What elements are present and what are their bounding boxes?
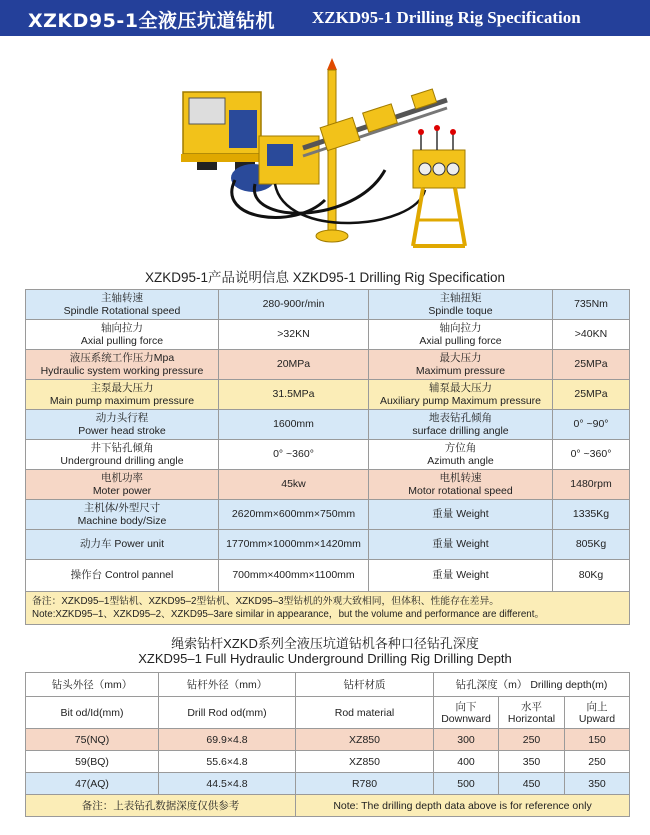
depth-horizontal: 250 [499, 729, 565, 751]
spec-label-left [26, 530, 219, 560]
spec-value-right: 805Kg [553, 530, 630, 560]
spec-label-right-cn: 电机转速 [439, 471, 482, 484]
spec-label-left-en: Main pump maximum pressure [49, 394, 195, 407]
depth-rod: 44.5×4.8 [159, 773, 296, 795]
header-banner [0, 0, 650, 36]
spec-label-left-en: Axial pulling force [80, 334, 164, 347]
spec-label-right [369, 380, 553, 410]
spec-label-left [26, 410, 219, 440]
spec-table [25, 289, 630, 625]
depth-downward: 400 [434, 751, 499, 773]
depth-note-en: Note: The drilling depth data above is for reference only [296, 795, 630, 817]
spec-label-left-cn: 主泵最大压力 [90, 381, 154, 394]
title-en: XZKD95-1 Drilling Rig Specification [312, 8, 581, 27]
spec-label-right-cn: 重量 Weight [432, 569, 489, 581]
spec-value-left: 2620mm×600mm×750mm [219, 500, 369, 530]
spec-row [26, 530, 630, 560]
depth-upward: 250 [565, 751, 630, 773]
spec-label-left-en: Power head stroke [78, 424, 166, 437]
depth-row [26, 729, 630, 751]
spec-value-right: >40KN [553, 320, 630, 350]
spec-title: XZKD95-1产品说明信息 XZKD95-1 Drilling Rig Specification [144, 270, 506, 285]
spec-label-right-cn: 重量 Weight [432, 508, 489, 520]
spec-label-left [26, 290, 219, 320]
spec-value-left: 0° ~360° [219, 440, 369, 470]
depth-title-en: XZKD95–1 Full Hydraulic Underground Drilling Rig Drilling Depth [138, 651, 512, 666]
spec-label-left [26, 440, 219, 470]
spec-label-left-cn: 井下钻孔倾角 [90, 441, 154, 454]
spec-label-right [369, 290, 553, 320]
spec-label-right-cn: 最大压力 [439, 351, 482, 364]
header-material-cn: 钻杆材质 [296, 673, 434, 697]
depth-downward: 500 [434, 773, 499, 795]
spec-value-right: 1480rpm [553, 470, 630, 500]
depth-rod: 69.9×4.8 [159, 729, 296, 751]
depth-material: XZ850 [296, 729, 434, 751]
spec-row [26, 350, 630, 380]
spec-value-right: 25MPa [553, 380, 630, 410]
spec-label-left [26, 560, 219, 592]
depth-table [25, 672, 630, 817]
spec-row [26, 410, 630, 440]
depth-bit: 59(BQ) [26, 751, 159, 773]
depth-upward: 150 [565, 729, 630, 751]
spec-value-left: >32KN [219, 320, 369, 350]
depth-material: XZ850 [296, 751, 434, 773]
depth-row [26, 773, 630, 795]
depth-horizontal: 350 [499, 751, 565, 773]
spec-value-right: 0° ~90° [553, 410, 630, 440]
spec-label-left-cn: 轴向拉力 [101, 321, 143, 334]
spec-label-left-en: Underground drilling angle [60, 454, 184, 467]
spec-label-left-en: Spindle Rotational speed [63, 304, 181, 317]
spec-label-left-cn: 电机功率 [101, 471, 143, 484]
spec-label-left [26, 500, 219, 530]
header-bit-cn: 钻头外径（mm） [26, 673, 159, 697]
spec-label-right [369, 560, 553, 592]
spec-value-left: 1770mm×1000mm×1420mm [219, 530, 369, 560]
spec-value-right: 0° ~360° [553, 440, 630, 470]
spec-label-right-en: Maximum pressure [415, 364, 506, 377]
spec-label-right [369, 500, 553, 530]
spec-label-right-en: Axial pulling force [419, 334, 502, 347]
drilling-rig-photo [175, 50, 475, 255]
depth-downward: 300 [434, 729, 499, 751]
depth-title-cn: 绳索钻杆XZKD系列全液压坑道钻机各种口径钻孔深度 [171, 636, 479, 651]
depth-material: R780 [296, 773, 434, 795]
spec-value-left: 280-900r/min [219, 290, 369, 320]
spec-label-right-cn: 地表钻孔倾角 [429, 411, 492, 424]
spec-label-right-en: Spindle toque [428, 304, 493, 317]
spec-row [26, 560, 630, 592]
spec-label-right-en: Auxiliary pump Maximum pressure [379, 394, 542, 407]
spec-label-right [369, 410, 553, 440]
spec-label-right-cn: 轴向拉力 [439, 321, 482, 334]
spec-row [26, 470, 630, 500]
spec-row [26, 500, 630, 530]
spec-label-right-cn: 主轴扭矩 [439, 291, 482, 304]
depth-upward: 350 [565, 773, 630, 795]
header-material-en: Rod material [296, 697, 434, 729]
header-rod-en: Drill Rod od(mm) [159, 697, 296, 729]
depth-bit: 47(AQ) [26, 773, 159, 795]
spec-label-left-en: Machine body/Size [77, 514, 167, 527]
spec-value-left: 31.5MPa [219, 380, 369, 410]
spec-label-right [369, 440, 553, 470]
spec-value-right: 1335Kg [553, 500, 630, 530]
spec-label-right [369, 530, 553, 560]
depth-horizontal: 450 [499, 773, 565, 795]
spec-label-left [26, 350, 219, 380]
spec-label-left-cn: 动力车 Power unit [79, 538, 165, 550]
spec-value-left: 1600mm [219, 410, 369, 440]
spec-value-right: 80Kg [553, 560, 630, 592]
spec-value-right: 735Nm [553, 290, 630, 320]
spec-row [26, 320, 630, 350]
spec-value-left: 20MPa [219, 350, 369, 380]
title-cn: XZKD95-1全液压坑道钻机 [28, 10, 275, 32]
spec-label-right-en: surface drilling angle [412, 424, 509, 437]
spec-label-right-cn: 方位角 [444, 441, 477, 454]
spec-label-right [369, 350, 553, 380]
spec-value-left: 45kw [219, 470, 369, 500]
depth-row [26, 751, 630, 773]
spec-row [26, 440, 630, 470]
spec-label-left-en: Moter power [92, 484, 152, 497]
spec-value-left: 700mm×400mm×1100mm [219, 560, 369, 592]
depth-bit: 75(NQ) [26, 729, 159, 751]
spec-label-right-cn: 重量 Weight [432, 538, 489, 550]
spec-label-right-cn: 辅泵最大压力 [429, 381, 492, 394]
header-rod-cn: 钻杆外径（mm） [159, 673, 296, 697]
spec-row [26, 380, 630, 410]
depth-title [0, 636, 650, 666]
spec-label-left [26, 320, 219, 350]
spec-label-right-en: Motor rotational speed [408, 484, 513, 497]
spec-label-left-cn: 操作台 Control pannel [70, 569, 174, 581]
header-depth: 钻孔深度（m） Drilling depth(m) [434, 673, 630, 697]
spec-label-left-cn: 主轴转速 [101, 291, 143, 304]
spec-label-left-cn: 液压系统工作压力Mpa [69, 351, 175, 364]
spec-note [26, 592, 630, 625]
spec-label-right-en: Azimuth angle [427, 454, 494, 467]
spec-label-left-cn: 动力头行程 [95, 411, 149, 424]
header-downward: 向下 Downward [434, 697, 499, 729]
spec-label-left-en: Hydraulic system working pressure [40, 364, 204, 377]
spec-label-right [369, 320, 553, 350]
spec-note-en: Note:XZKD95–1、XZKD95–2、XZKD95–3are similar in appearance，but the volume and performance are different。 [32, 609, 545, 620]
spec-value-right: 25MPa [553, 350, 630, 380]
depth-note-cn: 备注：上表钻孔数据深度仅供参考 [26, 795, 296, 817]
header-horizontal: 水平 Horizontal [499, 697, 565, 729]
header-upward: 向上 Upward [565, 697, 630, 729]
spec-label-left [26, 470, 219, 500]
header-bit-en: Bit od/Id(mm) [26, 697, 159, 729]
spec-label-right [369, 470, 553, 500]
spec-label-left [26, 380, 219, 410]
depth-rod: 55.6×4.8 [159, 751, 296, 773]
spec-note-cn: 备注：XZKD95–1型钻机、XZKD95–2型钻机、XZKD95–3型钻机的外观大致相同，但体积、性能存在差异。 [32, 596, 500, 607]
spec-row [26, 290, 630, 320]
spec-label-left-cn: 主机体/外型尺寸 [83, 501, 161, 514]
